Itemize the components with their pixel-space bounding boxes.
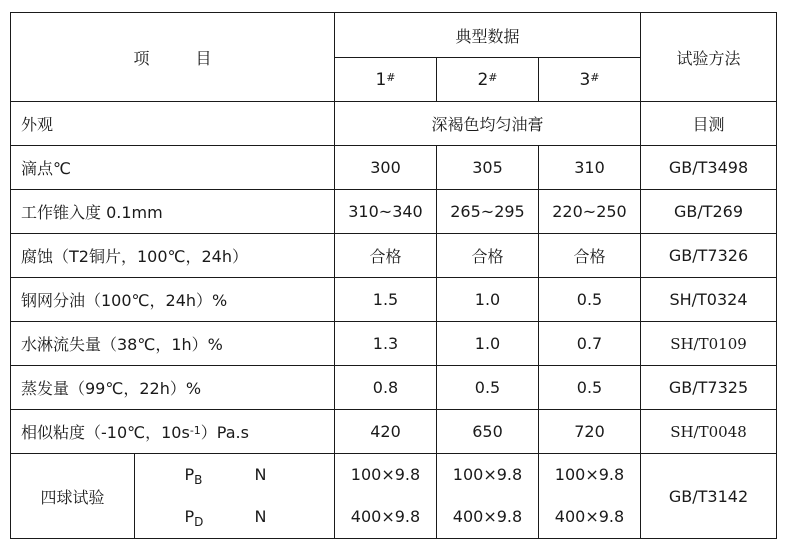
row-method: SH/T0324: [641, 278, 777, 322]
cell-value: 100×9.8: [452, 465, 523, 484]
table-row: [11, 366, 777, 410]
cell-value: 220~250: [539, 190, 641, 234]
row-method: GB/T7326: [641, 234, 777, 278]
table-row: [11, 102, 777, 146]
table-row: [11, 146, 777, 190]
cell-value: 1.3: [335, 322, 437, 366]
cell-value-pair: [335, 454, 437, 539]
table-row: [11, 322, 777, 366]
row-method: GB/T7325: [641, 366, 777, 410]
cell-value: 100×9.8: [554, 465, 625, 484]
row-item: 腐蚀（T2铜片，100℃，24h）: [11, 234, 335, 278]
cell-value: 0.8: [335, 366, 437, 410]
cell-value: 合格: [437, 234, 539, 278]
row-appearance-value: 深褐色均匀油膏: [335, 102, 641, 146]
row-item: 工作锥入度 0.1mm: [11, 190, 335, 234]
row-method: SH/T0109: [641, 322, 777, 366]
param-pb: $P_B$ N: [184, 465, 267, 487]
row-method: GB/T269: [641, 190, 777, 234]
header-sample-1: 1#: [335, 58, 437, 102]
header-sample-2: 2#: [437, 58, 539, 102]
header-sample-3: 3#: [539, 58, 641, 102]
cell-value: 0.5: [539, 278, 641, 322]
header-item-char-1: 项: [133, 48, 150, 68]
cell-value: 300: [335, 146, 437, 190]
table-row: [11, 190, 777, 234]
row-item-appearance: 外观: [11, 102, 335, 146]
cell-value-pair: [437, 454, 539, 539]
row-item-viscosity: 相似粘度（-10℃，$10s^{-1})Pa.s$: [11, 410, 335, 454]
header-item: [11, 13, 335, 102]
cell-value: 合格: [539, 234, 641, 278]
cell-value: 0.5: [437, 366, 539, 410]
table-row: [11, 278, 777, 322]
row-method: GB/T3498: [641, 146, 777, 190]
four-ball-label: 四球试验: [11, 454, 135, 539]
cell-value: 1.0: [437, 278, 539, 322]
row-item: 水淋流失量（38℃，1h）%: [11, 322, 335, 366]
cell-value: 0.5: [539, 366, 641, 410]
cell-value: 0.7: [539, 322, 641, 366]
cell-value: 310~340: [335, 190, 437, 234]
four-ball-params: [135, 454, 335, 539]
header-test-method: 试验方法: [641, 13, 777, 102]
cell-value: 100×9.8: [350, 465, 421, 484]
cell-value: 400×9.8: [554, 507, 625, 526]
cell-value: 265~295: [437, 190, 539, 234]
param-pd: $P_D$ N: [184, 507, 267, 529]
row-item: 滴点℃: [11, 146, 335, 190]
header-item-char-2: 目: [195, 48, 212, 68]
cell-value: 合格: [335, 234, 437, 278]
row-item: 蒸发量（99℃，22h）%: [11, 366, 335, 410]
row-item: 钢网分油（100℃，24h）%: [11, 278, 335, 322]
cell-value: 400×9.8: [452, 507, 523, 526]
cell-value: 650: [437, 410, 539, 454]
cell-value: 720: [539, 410, 641, 454]
cell-value: 310: [539, 146, 641, 190]
header-typical-data: 典型数据: [335, 13, 641, 58]
table-row-four-ball: [11, 454, 777, 539]
cell-value: 1.0: [437, 322, 539, 366]
table-row: [11, 234, 777, 278]
row-method: 目测: [641, 102, 777, 146]
row-method: SH/T0048: [641, 410, 777, 454]
cell-value-pair: [539, 454, 641, 539]
cell-value: 400×9.8: [350, 507, 421, 526]
cell-value: 1.5: [335, 278, 437, 322]
grease-spec-table: [10, 12, 776, 539]
cell-value: 305: [437, 146, 539, 190]
row-method: GB/T3142: [641, 454, 777, 539]
cell-value: 420: [335, 410, 437, 454]
table-row: [11, 410, 777, 454]
